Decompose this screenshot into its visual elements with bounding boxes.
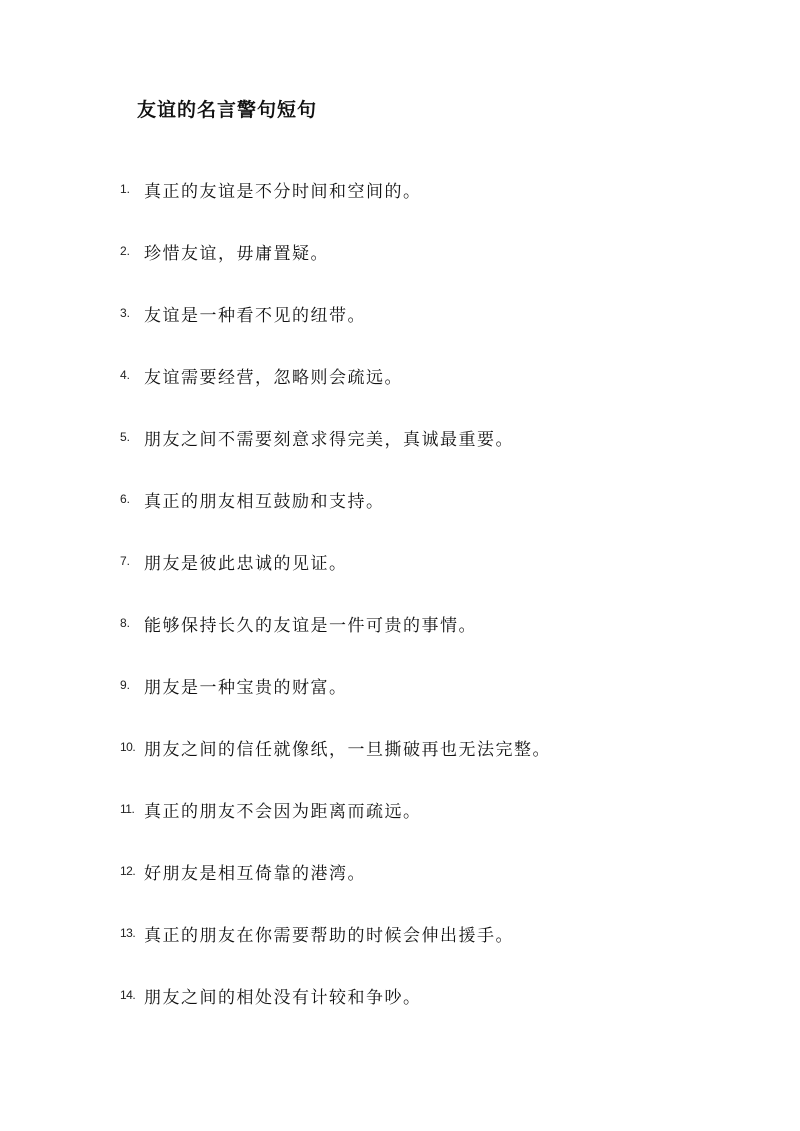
list-item-text: 真正的朋友在你需要帮助的时候会伸出援手。 xyxy=(144,925,514,946)
list-item-text: 好朋友是相互倚靠的港湾。 xyxy=(144,863,366,884)
list-item-number: 7. xyxy=(120,554,131,568)
list-item-number: 14. xyxy=(120,988,136,1002)
list-item xyxy=(120,778,551,840)
list-item xyxy=(120,716,551,778)
list-item xyxy=(120,220,551,282)
list-item-text: 朋友之间的相处没有计较和争吵。 xyxy=(144,987,422,1008)
list-item-number: 10. xyxy=(120,740,136,754)
list-item-text: 真正的朋友相互鼓励和支持。 xyxy=(144,491,385,512)
list-item-text: 珍惜友谊，毋庸置疑。 xyxy=(144,243,329,264)
list-item-number: 6. xyxy=(120,492,131,506)
list-item-text: 友谊需要经营，忽略则会疏远。 xyxy=(144,367,403,388)
list-item xyxy=(120,158,551,220)
list-item-number: 2. xyxy=(120,244,131,258)
quote-list xyxy=(120,158,551,1026)
list-item-text: 朋友是一种宝贵的财富。 xyxy=(144,677,348,698)
list-item xyxy=(120,468,551,530)
list-item xyxy=(120,344,551,406)
list-item-number: 1. xyxy=(120,182,131,196)
list-item-number: 3. xyxy=(120,306,131,320)
list-item-text: 真正的友谊是不分时间和空间的。 xyxy=(144,181,422,202)
list-item-text: 友谊是一种看不见的纽带。 xyxy=(144,305,366,326)
list-item xyxy=(120,406,551,468)
list-item-text: 朋友之间不需要刻意求得完美，真诚最重要。 xyxy=(144,429,514,450)
list-item xyxy=(120,902,551,964)
list-item-number: 9. xyxy=(120,678,131,692)
list-item-text: 真正的朋友不会因为距离而疏远。 xyxy=(144,801,422,822)
list-item-number: 12. xyxy=(120,864,136,878)
list-item xyxy=(120,530,551,592)
list-item xyxy=(120,592,551,654)
list-item xyxy=(120,654,551,716)
list-item-number: 8. xyxy=(120,616,131,630)
list-item-number: 5. xyxy=(120,430,131,444)
list-item-text: 朋友是彼此忠诚的见证。 xyxy=(144,553,348,574)
list-item-text: 能够保持长久的友谊是一件可贵的事情。 xyxy=(144,615,477,636)
list-item-number: 13. xyxy=(120,926,136,940)
document-title: 友谊的名言警句短句 xyxy=(137,99,318,121)
list-item-text: 朋友之间的信任就像纸，一旦撕破再也无法完整。 xyxy=(144,739,551,760)
list-item xyxy=(120,840,551,902)
list-item xyxy=(120,964,551,1026)
list-item-number: 11. xyxy=(120,802,135,816)
list-item xyxy=(120,282,551,344)
list-item-number: 4. xyxy=(120,368,131,382)
